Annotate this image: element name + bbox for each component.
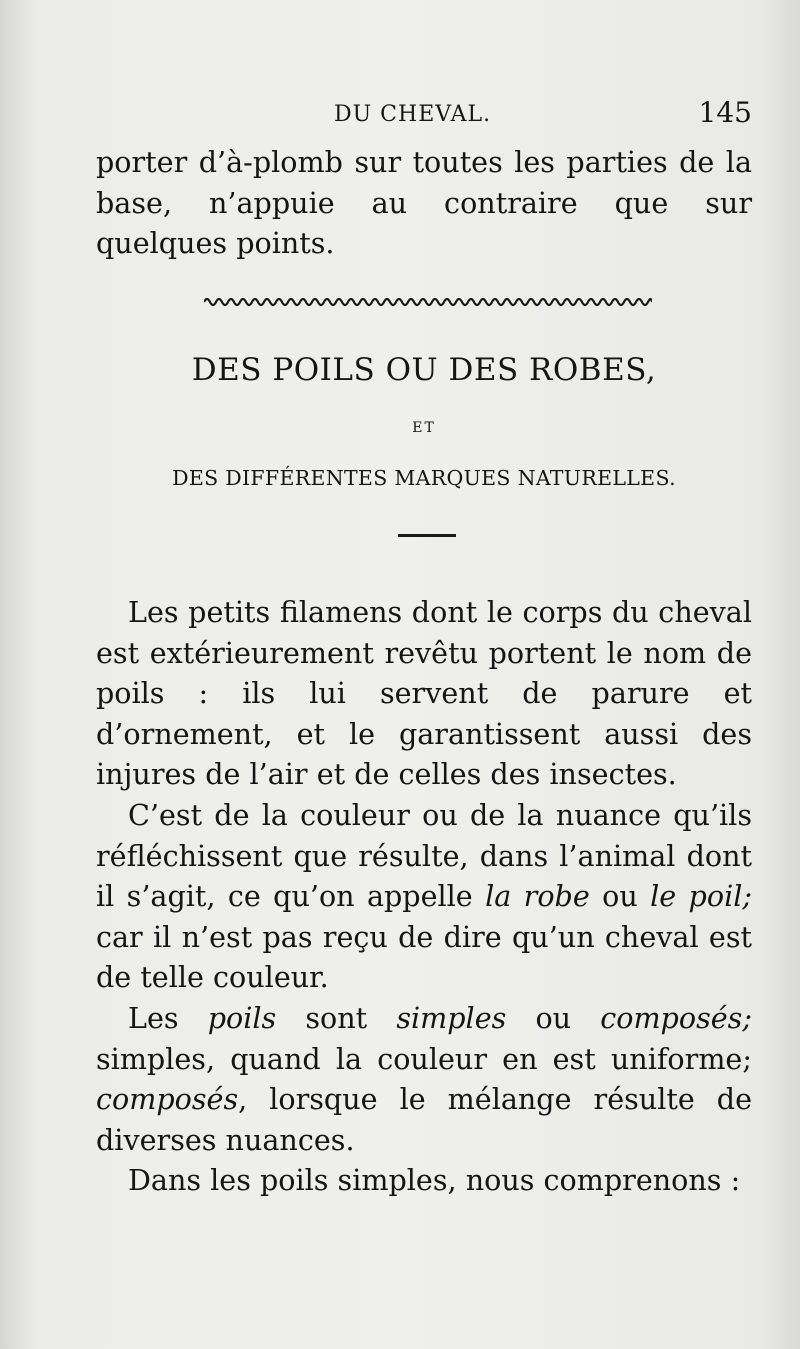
p2-text-2: ou [589,879,651,914]
paragraph-3 [96,998,752,1160]
continuation-text [96,142,752,264]
p3-italic-poils: poils [207,1000,277,1035]
paragraph-1: Les petits filamens dont le corps du cheval est extérieurement revêtu portent le nom de poils : ils lui servent de parure et d’ornement, et le garantissent aussi des injures de l’air et de celles des insectes. [96,595,752,792]
p3-italic-simples: simples [396,1000,507,1035]
p3-text-1: Les [128,1000,208,1035]
paragraph-2 [96,795,752,998]
p3-text-4: simples, quand la couleur en est uniforme; [96,1041,752,1076]
p3-italic-composes: composés; [600,1000,752,1035]
p3-text-2: sont [276,1000,397,1035]
page-number: 145 [698,96,752,129]
section-title: DES POILS OU DES ROBES, [191,352,657,388]
body-text [96,592,752,1201]
section-connector: ET [412,420,436,436]
continuation-paragraph: porter d’à-plomb sur toutes les parties de la base, n’appuie au contraire que sur quelques points. [96,145,752,261]
paragraph-4: Dans les poils simples, nous comprenons : [128,1163,741,1198]
short-rule-divider [398,534,456,537]
p2-text-3: car il n’est pas reçu de dire qu’un cheval est de telle couleur. [96,919,752,995]
running-head: DU CHEVAL. [334,102,492,127]
wavy-rule-ornament [204,294,652,310]
section-subtitle: DES DIFFÉRENTES MARQUES NATURELLES. [172,466,676,490]
p3-italic-composes-2: composés [96,1082,239,1117]
p3-text-5: , lorsque le mélange résulte de diverses nuances. [96,1082,752,1157]
wavy-rule-line [204,299,652,305]
p2-italic-la-robe: la robe [485,879,590,914]
page-header [96,96,752,136]
p2-text-1: C’est de la couleur ou de la nuance qu’ils réfléchissent que résulte, dans l’animal dont il s’agit, ce qu’on appelle [96,797,752,914]
p2-italic-le-poil: le poil; [650,879,752,914]
p3-text-3: ou [506,1000,601,1035]
